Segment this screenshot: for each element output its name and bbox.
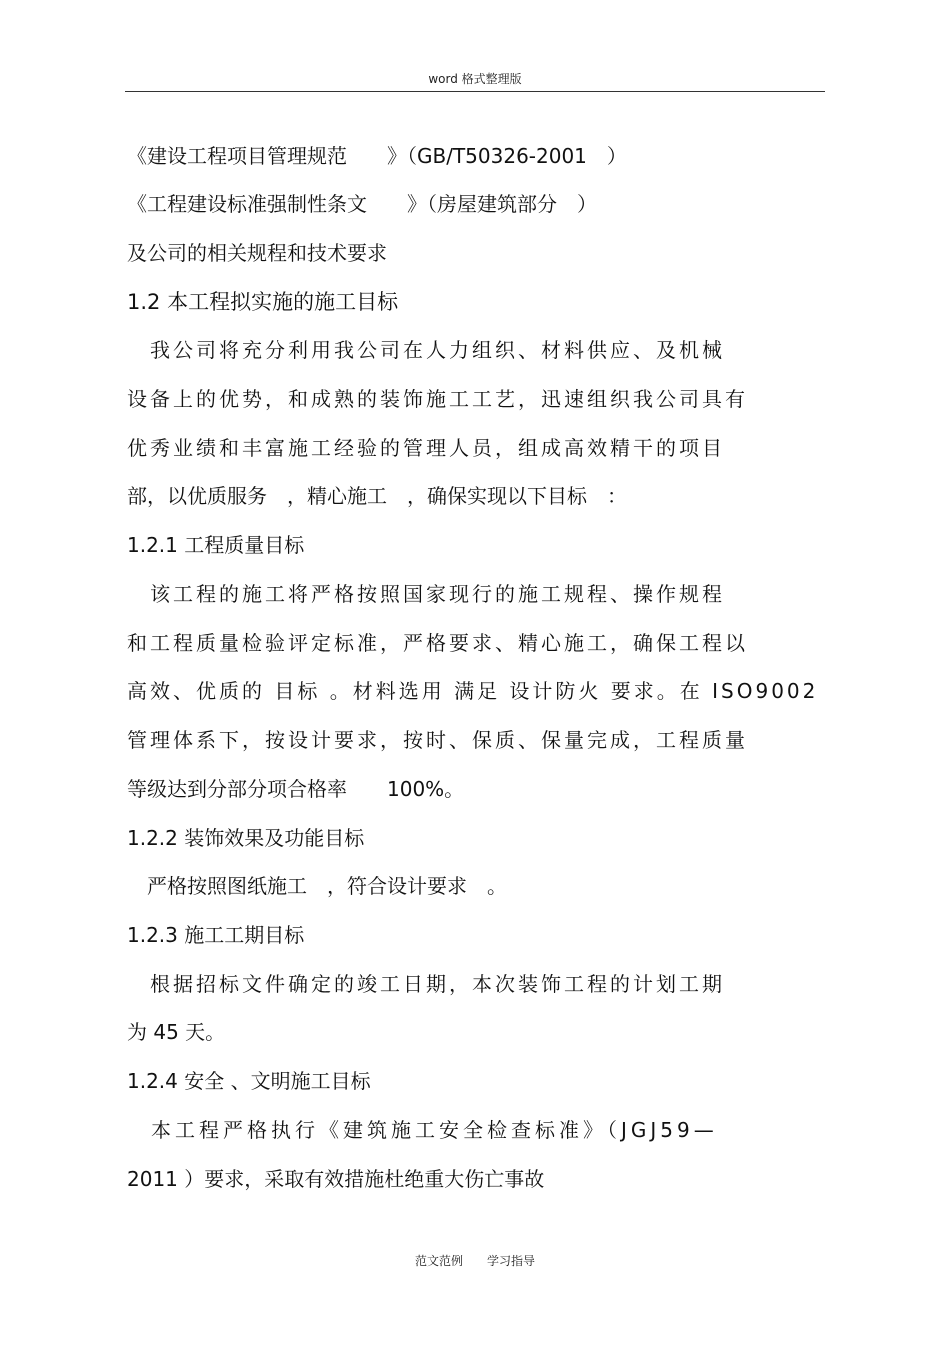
paragraph-line: 我公司将充分利用我公司在人力组织、材料供应、及机械 (127, 338, 725, 362)
paragraph-line: 优秀业绩和丰富施工经验的管理人员，组成高效精干的项目 (127, 436, 725, 460)
section-heading-1-2-1: 1.2.1 工程质量目标 (127, 533, 305, 557)
paragraph-line: 和工程质量检验评定标准，严格要求、精心施工，确保工程以 (127, 631, 748, 655)
header-divider (125, 91, 825, 92)
paragraph-line: 设备上的优势，和成熟的装饰施工工艺，迅速组织我公司具有 (127, 387, 748, 411)
paragraph-line: 2011 ）要求，采取有效措施杜绝重大伤亡事故 (127, 1167, 545, 1191)
paragraph-line: 本工程严格执行《建筑施工安全检查标准》（JGJ59— (127, 1118, 718, 1142)
paragraph-line: 管理体系下，按设计要求，按时、保质、保量完成，工程质量 (127, 728, 748, 752)
section-heading-1-2-4: 1.2.4 安全 、文明施工目标 (127, 1069, 371, 1093)
paragraph-line: 部，以优质服务 ，精心施工 ，确保实现以下目标 ： (127, 484, 627, 508)
paragraph-line: 高效、优质的 目标 。材料选用 满足 设计防火 要求。在 ISO9002 (127, 679, 819, 703)
page-footer: 范文范例 学习指导 (414, 1254, 535, 1268)
section-heading-1-2-3: 1.2.3 施工工期目标 (127, 923, 305, 947)
paragraph-line: 该工程的施工将严格按照国家现行的施工规程、操作规程 (127, 582, 725, 606)
section-heading-1-2: 1.2 本工程拟实施的施工目标 (127, 290, 399, 314)
reference-line-2: 《工程建设标准强制性条文 》（房屋建筑部分 ） (127, 192, 597, 216)
reference-line-3: 及公司的相关规程和技术要求 (127, 241, 387, 265)
page-header: word 格式整理版 (428, 72, 522, 86)
reference-line-1: 《建设工程项目管理规范 》（GB/T50326-2001 ） (127, 144, 627, 168)
section-heading-1-2-2: 1.2.2 装饰效果及功能目标 (127, 826, 365, 850)
paragraph-line: 为 45 天。 (127, 1020, 226, 1044)
paragraph-line: 严格按照图纸施工 ，符合设计要求 。 (127, 874, 507, 898)
paragraph-line: 根据招标文件确定的竣工日期，本次装饰工程的计划工期 (127, 972, 725, 996)
paragraph-line: 等级达到分部分项合格率 100%。 (127, 777, 465, 801)
